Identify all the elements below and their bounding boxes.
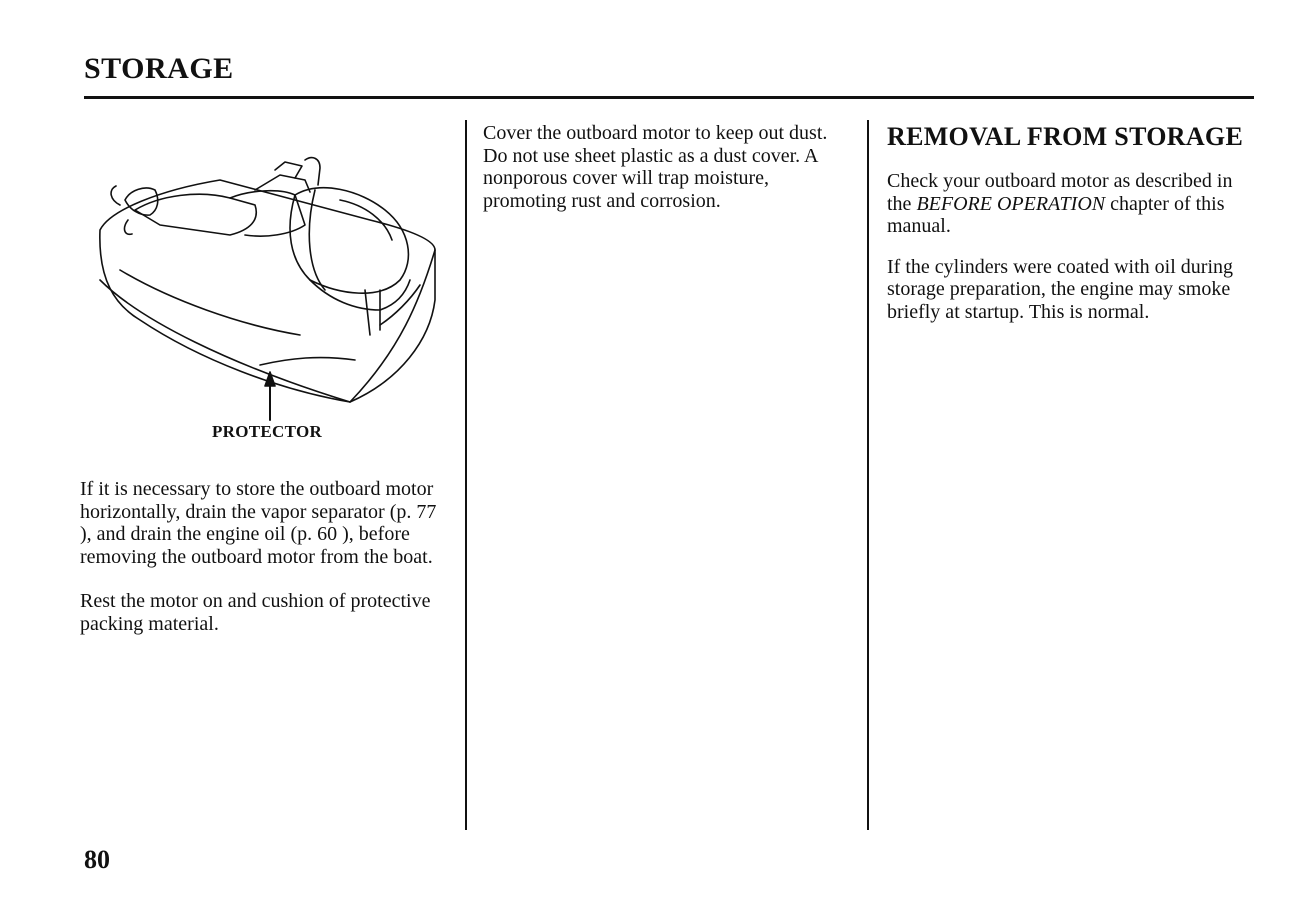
middle-paragraph-1: Cover the outboard motor to keep out dust. Do not use sheet plastic as a dust cover. A nonporous cover will trap moisture, promoting rust and corrosion.	[483, 122, 828, 212]
page-title: STORAGE	[84, 52, 234, 85]
chapter-reference: BEFORE OPERATION	[916, 192, 1106, 215]
cushion-edge-right	[350, 250, 435, 402]
motor-shaft	[135, 194, 256, 235]
right-paragraph-1-start: Check your outboard motor as described in the	[887, 170, 1233, 215]
left-paragraph-1: If it is necessary to store the outboard motor horizontally, drain the vapor separator (p. 77 ), and drain the engine oil (p. 60 ), before removing the outboard motor from the boat.	[80, 478, 437, 568]
header-rule	[84, 96, 1254, 99]
protector-arrow-head	[265, 372, 275, 386]
figure-label-protector: PROTECTOR	[212, 422, 323, 441]
motor-bracket	[255, 175, 310, 192]
left-column	[80, 478, 450, 635]
middle-column	[483, 122, 848, 212]
right-column	[887, 122, 1257, 323]
cushion-outline	[100, 180, 435, 402]
outboard-motor-illustration	[80, 150, 460, 450]
right-paragraph-2: If the cylinders were coated with oil during storage preparation, the engine may smoke briefly at startup. This is normal.	[887, 255, 1233, 323]
section-title: REMOVAL FROM STORAGE	[887, 122, 1244, 151]
motor-panel	[365, 290, 380, 335]
motor-cowling-top	[340, 200, 392, 240]
cushion-fold-3	[380, 285, 420, 325]
motor-handle	[305, 158, 320, 185]
column-divider-left	[465, 120, 467, 830]
right-paragraph-1	[887, 170, 1257, 238]
cushion-fold-2	[260, 358, 355, 365]
left-paragraph-2: Rest the motor on and cushion of protective packing material.	[80, 590, 431, 635]
right-paragraph-1-end: chapter of this manual.	[887, 192, 1225, 237]
cushion-edge	[100, 280, 350, 402]
motor-cowling-seam	[309, 190, 325, 290]
column-divider-right	[867, 120, 869, 830]
page-number: 80	[84, 845, 110, 874]
